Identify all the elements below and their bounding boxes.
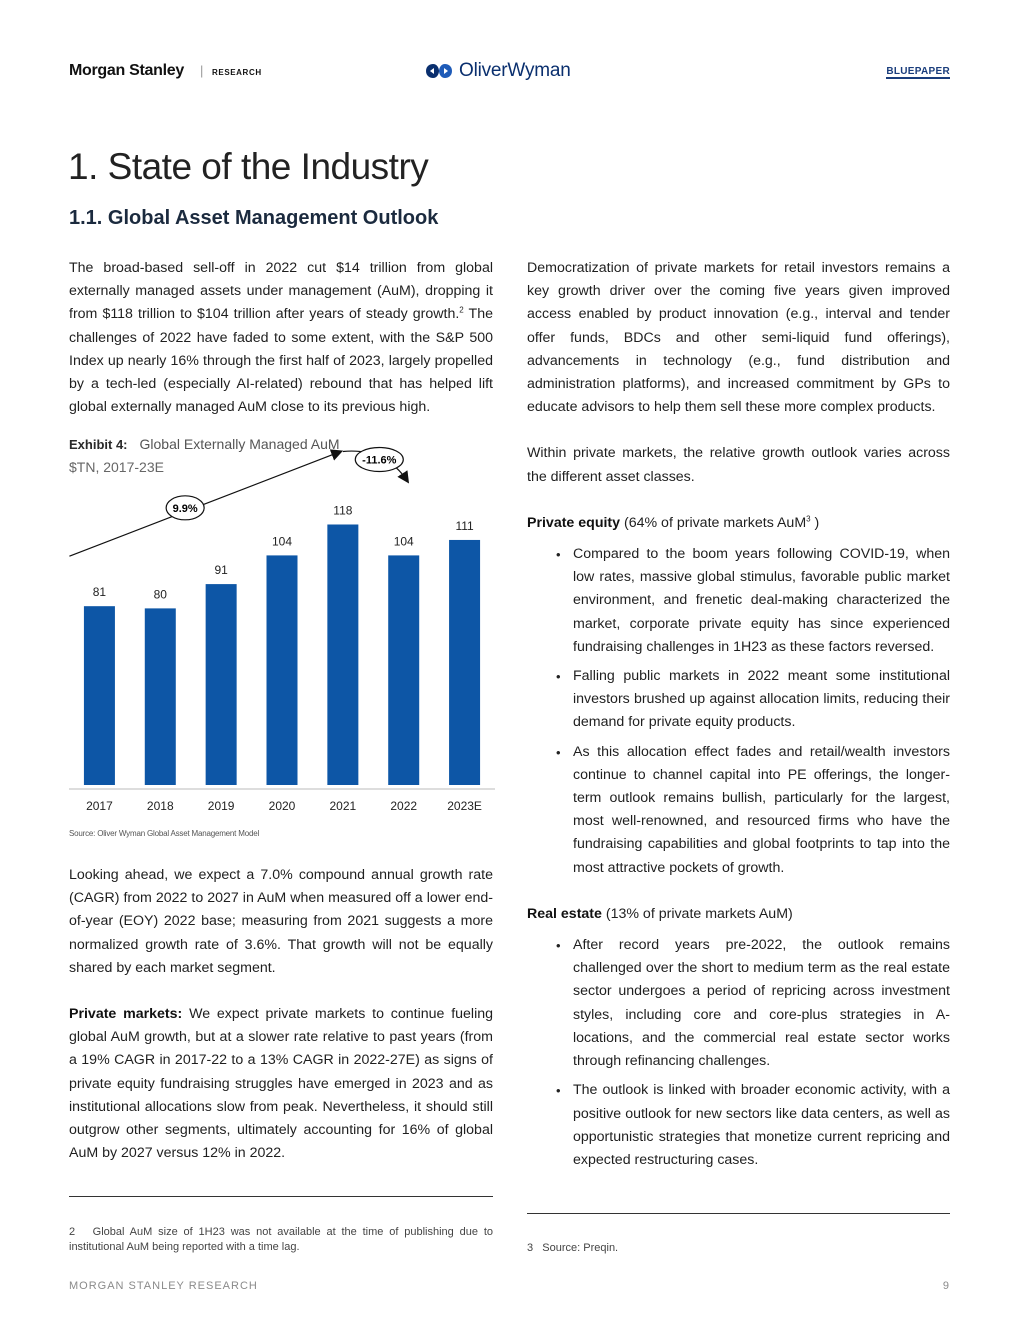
header-separator: | — [200, 63, 204, 78]
private-markets-text: We expect private markets to continue fueling global AuM growth, but at a slower rate relative to past years (from a 19% CAGR in 2017-22 to a 13% CAGR in 2022-27E) as signs of private equity fundraising struggles have emerged in 2023 and as institutional allocations slow from peak. Nevertheless, it should still outgrow other segments, ultimately accounting for 16% of global AuM by 2027 versus 12% in 2022. — [69, 1006, 494, 1162]
bar-2023E — [449, 540, 480, 785]
footnote-ref-2[interactable]: 2 — [459, 305, 464, 315]
chart-bars — [84, 524, 480, 785]
bar-2020 — [267, 555, 298, 785]
left-column-body — [69, 864, 493, 1165]
bar-2019 — [206, 584, 237, 785]
morgan-stanley-logo: Morgan Stanley — [69, 62, 184, 79]
x-label-2022: 2022 — [390, 799, 418, 813]
research-label: RESEARCH — [212, 68, 262, 77]
x-label-2017: 2017 — [86, 799, 113, 813]
subsection-title: 1.1. Global Asset Management Outlook — [69, 207, 439, 229]
oliver-wyman-mark-icon — [424, 63, 454, 79]
footnote-3 — [527, 1241, 950, 1256]
footnote-number: 3 — [527, 1242, 534, 1254]
footnote-ref-3[interactable]: 3 — [806, 514, 811, 524]
value-label-2017: 81 — [92, 585, 107, 600]
private-equity-share: (64% of private markets AuM — [620, 514, 807, 531]
exhibit-unit: $TN, 2017-23E — [69, 459, 164, 475]
outlook-paragraph: Looking ahead, we expect a 7.0% compound annual growth rate (CAGR) from 2022 to 2027 in AuM when measured off a lower end-of-year (EOY) 2022 base; measuring from 2021 suggests a more normalized growth rate of 3.6%. That growth will not be equally shared by each market segment. — [69, 867, 493, 976]
footnote-rule-left — [69, 1196, 493, 1197]
intro-paragraph — [69, 257, 493, 419]
footnote-text: Global AuM size of 1H23 was not available at the time of publishing due to institutional AuM being reported with a time lag. — [69, 1226, 494, 1253]
x-label-2023E: 2023E — [447, 799, 482, 813]
page-number: 9 — [942, 1280, 950, 1292]
footnote-text: Source: Preqin. — [542, 1242, 619, 1254]
real-estate-bullets — [527, 934, 950, 1172]
exhibit-label: Exhibit 4: — [69, 437, 128, 452]
oliver-wyman-logo — [424, 60, 571, 82]
private-equity-close: ) — [810, 514, 820, 531]
intro-text-cont: The challenges of 2022 have faded to some extent, with the S&P 500 Index up nearly 16% through the first half of 2023, largely propelled by a tech-led (especially AI-related) rebound that has helped lift global externally managed AuM close to its previous high. — [69, 306, 493, 416]
list-item: • After record years pre-2022, the outlook remains challenged over the short to medium term as the real estate sector undergoes a period of repricing across investment styles, including core and core-plus strategies in A-locations, and the commercial real estate sector works through refinancing challenges. — [527, 934, 950, 1073]
footnote-2 — [69, 1225, 493, 1255]
chart-x-labels — [86, 799, 482, 813]
value-label-2018: 80 — [153, 587, 167, 602]
x-label-2018: 2018 — [146, 799, 174, 813]
democratization-paragraph: Democratization of private markets for retail investors remains a key growth driver over the coming five years given improved access enabled by product innovation (e.g., interval and tender offer funds, BDCs and other semi-liquid fund offerings), advancements in technology (e.g., fund distribution and administration platforms), and increased commitment by GPs to educate advisors to help them sell these more complex products. — [527, 260, 950, 416]
exhibit-caption — [69, 433, 340, 478]
x-label-2019: 2019 — [207, 799, 235, 813]
private-equity-heading: Private equity — [527, 514, 621, 531]
right-column — [527, 257, 950, 1178]
value-label-2019: 91 — [214, 563, 228, 578]
footer-text: MORGAN STANLEY RESEARCH — [69, 1280, 258, 1292]
growth-label: 9.9% — [172, 502, 198, 515]
section-title: 1. State of the Industry — [68, 146, 429, 187]
bluepaper-label: BLUEPAPER — [886, 66, 950, 77]
x-label-2021: 2021 — [329, 799, 357, 813]
list-item: • As this allocation effect fades and retail/wealth investors continue to channel capital into PE offerings, the longer-term outlook remains bullish, particularly for the largest, most well-renowned, and resourced firms who have the fundraising capabilities and global footprints to tap into the most attractive pockets of growth. — [527, 741, 950, 880]
private-equity-bullets — [527, 543, 950, 880]
bar-2017 — [84, 606, 115, 785]
real-estate-share: (13% of private markets AuM) — [601, 905, 793, 922]
exhibit-title: Global Externally Managed AuM — [139, 436, 340, 452]
bar-2022 — [388, 555, 419, 785]
x-label-2020: 2020 — [268, 799, 296, 813]
list-item: • Falling public markets in 2022 meant some institutional investors brushed up against allocation limits, reducing their demand for private equity products. — [527, 665, 950, 735]
value-label-2020: 104 — [271, 534, 293, 549]
page-footer — [69, 1280, 950, 1292]
footnote-rule-right — [527, 1213, 950, 1214]
left-column-intro — [69, 257, 493, 419]
chart-source: Source: Oliver Wyman Global Asset Management Model — [69, 829, 260, 838]
growth-outlook-paragraph: Within private markets, the relative growth outlook varies across the different asset classes. — [527, 445, 950, 485]
value-label-2022: 104 — [393, 534, 414, 549]
intro-text: The broad-based sell-off in 2022 cut $14 trillion from global externally managed assets under management (AuM), dropping it from $118 trillion to $104 trillion after years of steady growth. — [69, 260, 493, 323]
page-header — [0, 60, 1020, 90]
list-item: • Compared to the boom years following COVID-19, when low rates, massive global stimulus, favorable public market environment, and frenetic deal-making characterized the market, corporate private equity has since experienced fundraising challenges in 1H23 as these factors reversed. — [527, 543, 950, 659]
footnote-number: 2 — [69, 1226, 76, 1238]
private-markets-paragraph — [69, 1003, 493, 1165]
value-label-2021: 118 — [333, 503, 353, 518]
private-equity-heading-line — [527, 512, 950, 535]
decline-label: -11.6% — [362, 454, 397, 467]
real-estate-heading: Real estate — [527, 905, 602, 922]
bar-2021 — [327, 524, 358, 785]
list-item: • The outlook is linked with broader economic activity, with a positive outlook for new sectors like data centers, as well as opportunistic strategies that monetize current repricing and expected restructuring cases. — [527, 1079, 950, 1172]
value-label-2023E: 111 — [455, 518, 474, 533]
bar-2018 — [145, 608, 176, 785]
real-estate-heading-line — [527, 903, 950, 926]
private-markets-heading: Private markets: — [69, 1006, 183, 1023]
oliver-wyman-wordmark: OliverWyman — [459, 60, 571, 81]
